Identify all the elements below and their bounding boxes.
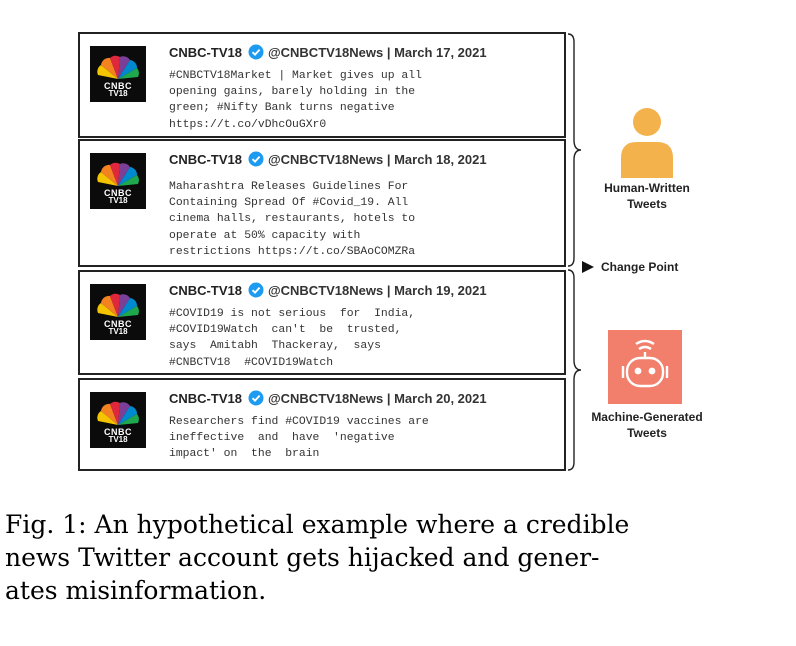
- tweet-card-4: [78, 378, 566, 471]
- tweet-card-3: [78, 270, 566, 375]
- tweet-text-line: ineffective and have 'negative: [169, 432, 395, 445]
- verified-badge-icon: [248, 44, 264, 63]
- handle-and-date: @CNBCTV18News | March 17, 2021: [267, 45, 487, 60]
- tweet-text-line: says Amitabh Thackeray, says: [169, 340, 381, 353]
- handle-and-date: @CNBCTV18News | March 18, 2021: [267, 152, 487, 167]
- machine-label-line2: Tweets: [627, 426, 667, 440]
- tweet-card-1: [78, 32, 566, 138]
- logo-text-tv18: TV18: [108, 435, 128, 444]
- account-name: CNBC-TV18: [169, 391, 242, 406]
- tweet-text-line: Researchers find #COVID19 vaccines are: [169, 416, 429, 428]
- tweet-text: [169, 414, 559, 463]
- tweet-text-line: impact' on the brain: [169, 448, 320, 461]
- account-name: CNBC-TV18: [169, 283, 242, 298]
- logo-text-cnbc: CNBC: [104, 427, 132, 437]
- tweet-text: [169, 68, 559, 133]
- tweet-text: [169, 306, 559, 371]
- tweet-text-line: Containing Spread Of #Covid_19. All: [169, 197, 409, 210]
- logo-text-cnbc: CNBC: [104, 81, 132, 91]
- change-point-label: Change Point: [601, 260, 679, 274]
- tweet-text-line: #CNBCTV18Market | Market gives up all: [169, 70, 422, 82]
- tweet-card-2: [78, 139, 566, 267]
- person-icon: [617, 102, 677, 180]
- logo-text-tv18: TV18: [108, 196, 128, 205]
- handle-and-date: @CNBCTV18News | March 20, 2021: [267, 391, 487, 406]
- tweet-text-line: operate at 50% capacity with: [169, 229, 361, 242]
- human-label-line1: Human-Written: [604, 181, 690, 195]
- tweet-text-line: Maharashtra Releases Guidelines For: [169, 181, 409, 193]
- tweet-text-line: #CNBCTV18 #COVID19Watch: [169, 356, 334, 369]
- tweet-text-line: https://t.co/vDhcOuGXr0: [169, 118, 327, 131]
- tweet-text-line: green; #Nifty Bank turns negative: [169, 102, 395, 115]
- tweet-header: [169, 390, 487, 409]
- caption-line1: Fig. 1: An hypothetical example where a credible: [5, 510, 630, 539]
- tweet-header: [169, 282, 487, 301]
- logo-text-tv18: TV18: [108, 327, 128, 336]
- cnbc-tv18-logo: [90, 392, 146, 448]
- machine-generated-label: [575, 409, 719, 441]
- account-name: CNBC-TV18: [169, 152, 242, 167]
- handle-and-date: @CNBCTV18News | March 19, 2021: [267, 283, 487, 298]
- arrow-right-icon: [581, 260, 595, 274]
- human-written-label: [582, 180, 712, 212]
- tweet-text-line: cinema halls, restaurants, hotels to: [169, 213, 416, 226]
- logo-text-tv18: TV18: [108, 89, 128, 98]
- robot-icon: [608, 330, 682, 404]
- cnbc-tv18-logo: [90, 284, 146, 340]
- tweet-header: [169, 151, 487, 170]
- verified-badge-icon: [248, 151, 264, 170]
- human-label-line2: Tweets: [627, 197, 667, 211]
- tweet-text: [169, 179, 559, 260]
- logo-text-cnbc: CNBC: [104, 319, 132, 329]
- tweet-text-line: #COVID19Watch can't be trusted,: [169, 324, 402, 337]
- tweet-text-line: restrictions https://t.co/SBAoCOMZRa: [169, 245, 416, 258]
- human-tweets-brace: [566, 32, 586, 272]
- cnbc-tv18-logo: [90, 46, 146, 102]
- tweet-text-line: #COVID19 is not serious for India,: [169, 308, 416, 320]
- caption-line2: news Twitter account gets hijacked and gener-: [5, 543, 600, 572]
- tweet-header: [169, 44, 487, 63]
- machine-label-line1: Machine-Generated: [591, 410, 703, 424]
- caption-line3: ates misinformation.: [5, 576, 267, 605]
- tweet-text-line: opening gains, barely holding in the: [169, 86, 416, 99]
- logo-text-cnbc: CNBC: [104, 188, 132, 198]
- cnbc-tv18-logo: [90, 153, 146, 209]
- verified-badge-icon: [248, 390, 264, 409]
- figure-caption: [5, 508, 795, 607]
- machine-tweets-brace: [566, 268, 586, 474]
- account-name: CNBC-TV18: [169, 45, 242, 60]
- verified-badge-icon: [248, 282, 264, 301]
